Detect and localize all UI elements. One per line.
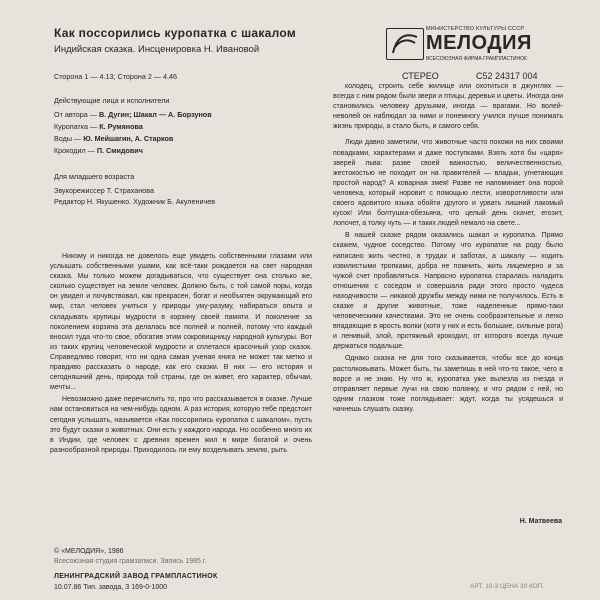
paragraph: Никому и никогда не довелось еще увидеть собственными глазами или услышать собственными ушами, как всё-таки рождается на свет народная сказка. Мы только можем догадываться, что существует она столько же, сколько существует на земле человек. Должно быть, с той самой поры, когда он увидел и почувствовал, как прекрасен, богат и необъятен окружающий его мир, стал человек учиться у природы уму-разуму, набираться опыта и складывать крупицы мудрости в корзину своей памяти. И поколение за поколением корзина эта делалась все полней и полней, потому что каждый вносил туда что-то свое, обогатив этим сокровищницу народной культуры. Вот из таких крупиц человеческой мудрости и сплетался красочный узор сказок. Справедливо говорят, что ни одна самая ученая книга не может так метко и правдиво рассказать о народе, как его сказки. В них — его история и сегодняшний день, природа той страны, где он живет, его характер, обычаи, мечты...	[50, 253, 312, 392]
cast-role: Куропатка —	[54, 122, 98, 131]
essay-left-column	[50, 252, 312, 458]
cast-role: Крокодил —	[54, 146, 95, 155]
melodiya-emblem-icon	[386, 28, 424, 60]
ministry-label: МИНИСТЕРСТВО КУЛЬТУРЫ СССР	[426, 26, 525, 32]
editor-artist: Редактор Н. Якушенко. Художник Б. Акуленичев	[54, 197, 216, 206]
cast-row	[54, 134, 173, 143]
stereo-label: СТЕРЕО	[402, 71, 439, 81]
paragraph: Люди давно заметили, что животные часто похожи на них своими повадками, характерами и даже поступками. Взять хотя бы «царя» зверей льва: разве своей важностью, величественностью, жестокостью не походит он на правителей — владык, угнетающих простой народ? А коварная змея! Разве не напоминает она порой человека, который норовит с помощью лести, изворотливости или своего ядовитого языка обойти другого и урвать лишний лакомый кусок! Или болтушка-обезьяна, что целый день скачет, егозит, лопочет, а толку чуть — и таких людей немало на свете...	[333, 139, 563, 228]
catalog-number: С52 24317 004	[476, 71, 538, 81]
subtitle: Индийская сказка. Инсценировка Н. Ивановой	[54, 44, 260, 55]
page-title: Как поссорились куропатка с шакалом	[54, 26, 297, 40]
brand-name: МЕЛОДИЯ	[426, 32, 532, 54]
paragraph: колодец, строить себе жилище или охотиться в джунглях — всегда с ним рядом были звери и птицы, деревья и цветы. Иногда они становились человеку друзьями, иногда — врагами. Но волей-неволей он наблюдал за ними и понемногу учился лучше понимать жизнь природы, а стало быть, и самого себя.	[333, 83, 563, 131]
cast-actor: К. Румянова	[99, 122, 143, 131]
cast-actor: Ю. Мейшагин, А. Старков	[83, 134, 174, 143]
sound-engineer: Звукорежиссер Т. Страханова	[54, 186, 155, 195]
cast-row	[54, 146, 143, 155]
cast-row	[54, 110, 212, 119]
essay-right-column	[333, 82, 563, 417]
copyright: © «МЕЛОДИЯ», 1986	[54, 548, 124, 555]
cast-actor: В. Дугин; Шакал — А. Борзунов	[98, 110, 212, 119]
essay-author: Н. Матвеева	[519, 518, 562, 525]
cast-heading: Действующие лица и исполнители	[54, 96, 170, 105]
cast-role: От автора —	[54, 110, 97, 119]
company-label: ВСЕСОЮЗНАЯ ФИРМА ГРАМПЛАСТИНОК	[426, 56, 527, 62]
durations: Сторона 1 — 4.13; Сторона 2 — 4.46	[54, 72, 178, 81]
cast-actor: П. Смидович	[96, 146, 143, 155]
print-info: 10.07.86 Тип. завода, З 169-0-1000	[54, 584, 168, 591]
price-label: АРТ. 10-3 ЦЕНА 30 КОП.	[470, 583, 545, 590]
plant-name: ЛЕНИНГРАДСКИЙ ЗАВОД ГРАМПЛАСТИНОК	[54, 573, 218, 580]
paragraph: Невозможно даже перечислить то, про что рассказывается в сказке. Лучше нам остановиться на чем-нибудь одном. А раз история, которую тебе предстоит сегодня услышать, называется «Как поссорились куропатка с шакалом», пусть это будут сказки о животных. Они есть у каждого народа. Но особенно много их в Индии, где человек с древних времен жил в мире богатой и очень разнообразной природы. Приходилось ли ему возделывать землю, рыть	[50, 396, 312, 454]
studio-note: Всесоюзная студия грамзаписи. Запись 1985 г.	[54, 558, 207, 565]
cast-role: Воды —	[54, 134, 82, 143]
cast-row	[54, 122, 143, 131]
paragraph: Однако сказка не для того сказывается, чтобы все до конца растолковывать. Может быть, ты заметишь в ней что-то такое, чего в ворсе и не знаю. Ну что ж, куропатка уже вылезла из гнезда и отправляет первые лучи на свою полянку, и что рядом с ней, но одним глазком тоже поглядывает: ждут, когда ты усядешься и начнешь слушать сказку.	[333, 355, 563, 413]
melodiya-logo	[386, 26, 566, 66]
paragraph: В нашей сказке рядом оказались шакал и куропатка. Прямо скажем, чудное соседство. Потому что куропатке на роду было написано жить честно, в трудах и заботах, а шакалу — ходить извилистыми тропками, добра не помнить, жить лицемерно и за чужой счет пробавляться. Напрасно куропатка старалась наладить отношения с соседом и совершала ради этого просто чудеса находчивости — никакой дружбы между ними не получилось. Есть в сказке и другие животные, тоже наделенные прямо-таки человеческими качествами. Это не очень сообразительные и легко впадающие в ярость волки (хотя у них и есть большие, сильные рога) и ленивый, злой, протяжный крокодил, от которого всегда лучше держаться подальше.	[333, 232, 563, 351]
age-group: Для младшего возраста	[54, 172, 135, 181]
